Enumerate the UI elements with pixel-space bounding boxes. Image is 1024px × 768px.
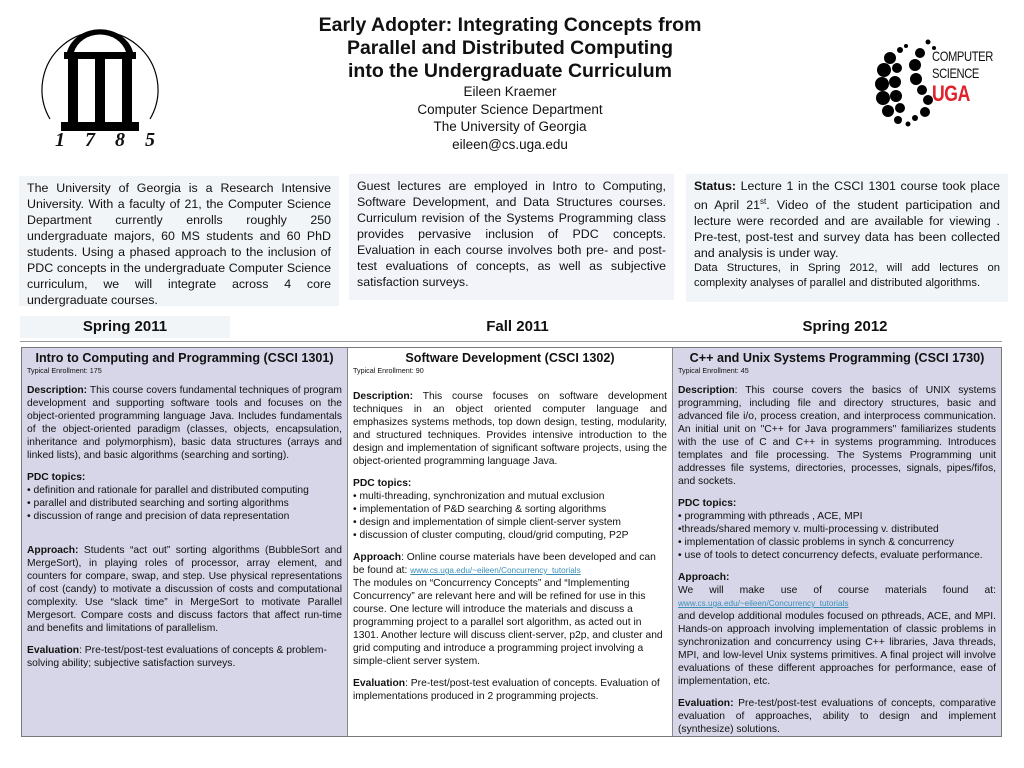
email: eileen@cs.uga.edu xyxy=(452,136,568,152)
pdc-topic: • discussion of cluster computing, cloud/grid computing, P2P xyxy=(353,530,629,541)
pdc-topics-list xyxy=(27,484,342,523)
uga-arch-logo xyxy=(35,14,165,154)
course-approach xyxy=(353,551,667,668)
title-line-2: Parallel and Distributed Computing xyxy=(346,37,674,59)
course-enrollment: Typical Enrollment: 90 xyxy=(353,366,424,375)
description-label: Description: xyxy=(27,385,88,396)
course-enrollment: Typical Enrollment: 45 xyxy=(678,366,749,375)
author-name: Eileen Kraemer xyxy=(463,84,557,99)
pdc-topics-list xyxy=(678,510,996,562)
status-text-b: . Video of the student participation and lecture were recorded and are available for viewing . Pre-test, post-test and survey data has been collected and analysis is under way. xyxy=(694,198,1000,261)
description-text: : This course covers the basics of UNIX systems programming, including file and directory structures, basic and advanced file i/o, process creation, and interprocess communication. An initial unit on "C++ for Java programmers" familiarizes students with the use of C and C++ in systems programming. Introduces templates and file processing. The Systems Programming unit addresses file systems, directories, processes, signals, pipes/fifos, and sockets. xyxy=(678,385,996,487)
pdc-label xyxy=(353,477,667,490)
term-spring-2011: Spring 2011 xyxy=(20,316,230,338)
title-line-1: Early Adopter: Integrating Concepts from xyxy=(318,14,702,36)
tutorials-link[interactable]: www.cs.uga.edu/~eileen/Concurrency_tutorials xyxy=(410,566,581,575)
description-text: This course covers fundamental techniques of program development and supporting software tools and focuses on the object-oriented programming language Java. Includes fundamentals of the object-oriented paradigm (classes, objects, encapsulation, inheritance and polymorphism), basic data structures (arrays and linked lists), and basic algorithms (searching and sorting). xyxy=(27,385,342,461)
status-label: Status: xyxy=(694,179,736,193)
evaluation-label: Evaluation: xyxy=(678,698,734,709)
year-digit: 5 xyxy=(145,129,155,151)
status-text-a: Lecture 1 in the CSCI 1301 course took place on April 21 xyxy=(694,179,1000,213)
course-approach xyxy=(678,571,996,688)
pdc-topics-list xyxy=(353,490,667,542)
approach-label: Approach: xyxy=(678,572,730,583)
course-evaluation xyxy=(27,644,342,670)
department: Computer Science Department xyxy=(417,101,603,117)
cs-uga-logo xyxy=(870,28,1000,138)
pdc-label-text: PDC topics: xyxy=(353,478,412,489)
pdc-topic: • programming with pthreads , ACE, MPI xyxy=(678,511,863,522)
course-title: Software Development (CSCI 1302) xyxy=(405,351,615,365)
course-description xyxy=(678,384,996,488)
course-evaluation xyxy=(678,697,996,736)
description-text: This course focuses on software development techniques in an object oriented computer language and emphasizes systems methods, top down design, testing, modularity, and structured techniques. Provides intensive introduction to the design and implementation of significant software projects, using the object-oriented programming language Java. xyxy=(353,391,667,467)
pdc-label-text: PDC topics: xyxy=(27,472,86,483)
intro-left-box xyxy=(19,176,339,306)
approach-text-cont: The modules on “Concurrency Concepts” and “Implementing Concurrency” are relevant here and will be refined for use in this course. One lecture will introduce the materials and discuss a programming project to a parallel sort algorithm, as acted out in 1301. Another lecture will discuss client-server, p2p, and cluster and grid computing and introduce a programming project involving a simple-client server system. xyxy=(353,578,663,667)
title-line-3: into the Undergraduate Curriculum xyxy=(348,60,672,82)
intro-left-text: The University of Georgia is a Research Intensive University. With a faculty of 21, the Computer Science Department currently enrolls roughly 250 undergraduate majors, 60 MS students and 60 PhD students. Using a phased approach to the inclusion of PDC concepts in the undergraduate Computer Science curriculum, we will integrate across 4 core undergraduate courses. xyxy=(27,181,331,307)
course-description xyxy=(27,384,342,462)
course-description xyxy=(353,390,667,468)
pdc-topic: • implementation of classic problems in synch & concurrency xyxy=(678,537,955,548)
pdc-topic: • implementation of P&D searching & sorting algorithms xyxy=(353,504,607,515)
divider xyxy=(20,341,1002,342)
pdc-topic: • use of tools to detect concurrency defects, evaluate performance. xyxy=(678,550,983,561)
poster-header xyxy=(280,14,740,153)
course-csci-1301 xyxy=(22,348,348,736)
status-note: Data Structures, in Spring 2012, will add lectures on complexity analyses of parallel and distributed algorithms. xyxy=(694,262,1000,290)
pdc-label xyxy=(678,497,996,510)
approach-label: Approach xyxy=(353,552,402,563)
pdc-topic: • definition and rationale for parallel and distributed computing xyxy=(27,485,309,496)
year-digit: 7 xyxy=(85,129,95,151)
course-csci-1730 xyxy=(673,348,1001,736)
intro-middle-box xyxy=(349,174,674,300)
approach-text: We will make use of course materials found at: xyxy=(678,585,996,596)
term-spring-2012: Spring 2012 xyxy=(802,318,888,335)
year-digit: 1 xyxy=(55,129,65,151)
tutorials-link[interactable]: www.cs.uga.edu/~eileen/Concurrency_tutorials xyxy=(678,599,849,608)
evaluation-text: : Pre-test/post-test evaluation of concepts. Evaluation of implementations produced in 2 programming projects. xyxy=(353,678,660,702)
approach-text-cont: and develop additional modules focused on pthreads, ACE, and MPI. Hands-on approach involving implementation of classic problems in synchronization and concurrency using C++ libraries, Java threads, MPI, and low-level Unix systems primitives. A final project will involve evaluations of these different approaches for performance, ease of implementation, etc. xyxy=(678,611,996,687)
course-title: C++ and Unix Systems Programming (CSCI 1730) xyxy=(689,351,985,365)
approach-text: Students “act out” sorting algorithms (BubbleSort and MergeSort), in playing roles of processor, array element, and counters for compare, swap, and step. Use physical representations of cost (candy) to motivate a discussion of costs and computational complexity. Use “slack time” in MergeSort to motivate Parallel Mergesort. Compare costs and discuss factors that affect run-time and benefits and limitations of parallelism. xyxy=(27,545,342,634)
approach-text: : Online course materials have been developed and can be found at: xyxy=(353,552,656,576)
approach-label: Approach: xyxy=(27,545,79,556)
university: The University of Georgia xyxy=(433,119,587,134)
pdc-topic: • discussion of range and precision of data representation xyxy=(27,511,290,522)
dot-cs-icon xyxy=(870,28,940,138)
course-csci-1302 xyxy=(348,348,673,736)
pdc-topic: •threads/shared memory v. multi-processing v. distributed xyxy=(678,524,939,535)
course-enrollment: Typical Enrollment: 175 xyxy=(27,366,102,375)
status-box xyxy=(686,174,1008,302)
pdc-topic: • parallel and distributed searching and sorting algorithms xyxy=(27,498,289,509)
pdc-label-text: PDC topics: xyxy=(678,498,737,509)
description-label: Description: xyxy=(353,391,414,402)
course-title: Intro to Computing and Programming (CSCI 1301) xyxy=(35,351,334,365)
term-fall-2011: Fall 2011 xyxy=(486,318,549,335)
year-digit: 8 xyxy=(115,129,125,151)
evaluation-label: Evaluation xyxy=(353,678,406,689)
logo-text-uga: UGA xyxy=(932,81,970,106)
courses-table xyxy=(21,347,1002,737)
course-evaluation xyxy=(353,677,667,703)
evaluation-text: : Pre-test/post-test evaluations of concepts & problem-solving ability; subjective satisfaction surveys. xyxy=(27,645,327,669)
pdc-topic: • design and implementation of simple client-server system xyxy=(353,517,622,528)
status-sup: st xyxy=(760,197,767,206)
pdc-topic: • multi-threading, synchronization and mutual exclusion xyxy=(353,491,605,502)
course-approach xyxy=(27,544,342,635)
intro-middle-text: Guest lectures are employed in Intro to Computing, Software Development, and Data Structures courses. Curriculum revision of the Systems Programming class provides pervasive inclusion of PDC concepts. Evaluation in each course involves both pre- and post-test evaluations of concepts, as well as subjective satisfaction surveys. xyxy=(357,179,666,289)
evaluation-text: Pre-test/post-test evaluations of concepts, comparative evaluation of approaches, ability to design and implement (synthesize) solutions. xyxy=(678,698,996,735)
pdc-label xyxy=(27,471,342,484)
logo-text-science: SCIENCE xyxy=(932,65,979,81)
logo-text-computer: COMPUTER xyxy=(932,48,993,64)
evaluation-label: Evaluation xyxy=(27,645,80,656)
description-label: Description xyxy=(678,385,735,396)
